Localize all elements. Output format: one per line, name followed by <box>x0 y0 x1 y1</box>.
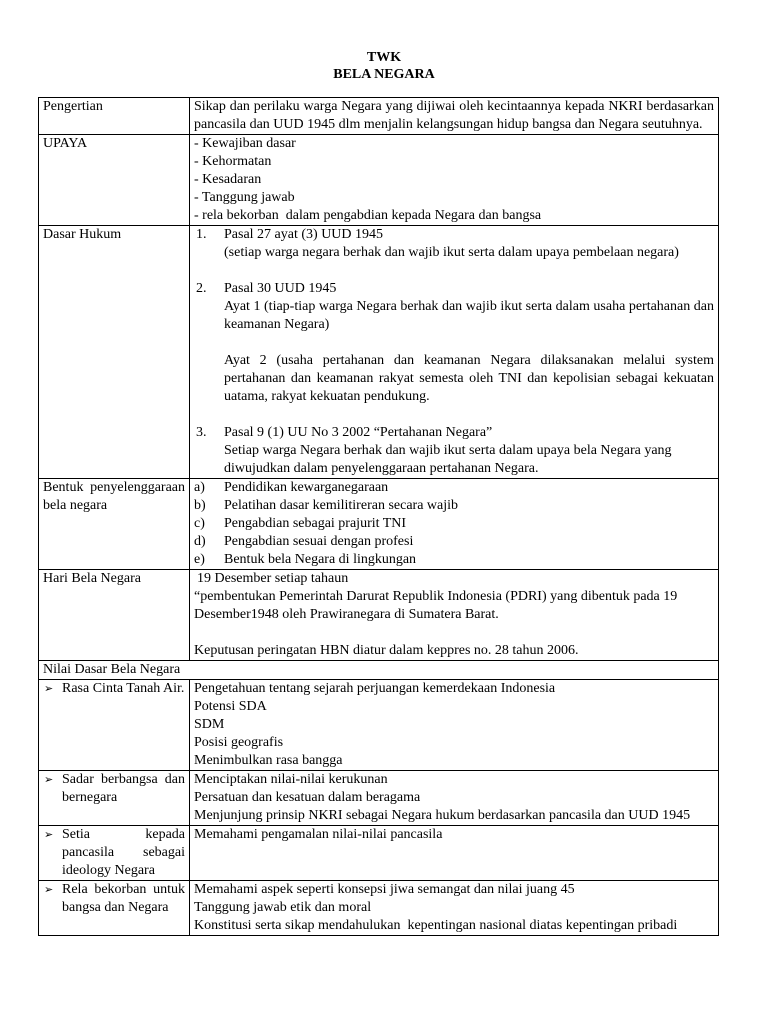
item-letter: e) <box>194 552 205 567</box>
row-nilai <box>39 771 719 826</box>
nilai-item: Potensi SDA <box>194 699 267 714</box>
item-title: Pasal 30 UUD 1945 <box>224 281 337 296</box>
nilai-item: Menciptakan nilai-nilai kerukunan <box>194 772 388 787</box>
dasar-item-2 <box>194 280 718 406</box>
label-hari: Hari Bela Negara <box>39 570 190 661</box>
item-number: 3. <box>196 425 207 440</box>
nilai-list <box>190 881 719 936</box>
nilai-item: SDM <box>194 717 225 732</box>
nilai-item: Memahami aspek seperti konsepsi jiwa semangat dan nilai juang 45 <box>194 882 575 897</box>
item-ayat-2: Ayat 2 (usaha pertahanan dan keamanan Negara dilaksanakan melalui system pertahanan dan keamanan rakyat semesta oleh TNI dan kepolisian sebagai kekuatan uatama, rakyat kekuatan pendukung. <box>224 353 718 404</box>
nilai-item: Konstitusi serta sikap mendahulukan kepentingan nasional diatas kepentingan pribadi <box>194 918 678 933</box>
row-bentuk <box>39 479 719 570</box>
bentuk-item <box>194 533 714 551</box>
row-nilai <box>39 881 719 936</box>
nilai-item: Pengetahuan tentang sejarah perjuangan kemerdekaan Indonesia <box>194 681 556 696</box>
nilai-item: Persatuan dan kesatuan dalam beragama <box>194 790 421 805</box>
item-text: Pengabdian sesuai dengan profesi <box>224 534 414 549</box>
item-ayat-1: Ayat 1 (tiap-tiap warga Negara berhak dan wajib ikut serta dalam usaha pertahanan dan keamanan Negara) <box>224 299 718 332</box>
hari-keputusan: Keputusan peringatan HBN diatur dalam keppres no. 28 tahun 2006. <box>194 643 579 658</box>
upaya-item: - Kehormatan <box>194 154 272 169</box>
arrow-bullet-icon: ➢ <box>44 883 54 896</box>
label-upaya: UPAYA <box>39 135 190 226</box>
nilai-list <box>190 771 719 826</box>
nilai-label: Setia kepada pancasila sebagai ideology Negara <box>62 827 185 878</box>
bentuk-item <box>194 497 714 515</box>
arrow-bullet-icon: ➢ <box>44 773 54 786</box>
item-text: Pelatihan dasar kemilitireran secara wajib <box>224 498 459 513</box>
dasar-item-3 <box>194 424 714 478</box>
bentuk-item <box>194 551 714 569</box>
list-upaya <box>190 135 719 226</box>
bentuk-item <box>194 515 714 533</box>
item-title: Pasal 9 (1) UU No 3 2002 “Pertahanan Negara” <box>224 425 493 440</box>
doc-subtitle: BELA NEGARA <box>333 67 435 82</box>
nilai-item: Memahami pengamalan nilai-nilai pancasila <box>194 827 443 842</box>
row-nilai-header <box>39 661 719 680</box>
item-number: 1. <box>196 227 207 242</box>
label-bentuk: Bentuk penyelenggaraan bela negara <box>39 479 190 570</box>
label-pengertian: Pengertian <box>39 98 190 135</box>
nilai-label: Rela bekorban untuk bangsa dan Negara <box>62 882 185 915</box>
item-letter: a) <box>194 480 205 495</box>
upaya-item: - Tanggung jawab <box>194 190 295 205</box>
item-title: Pasal 27 ayat (3) UUD 1945 <box>224 227 384 242</box>
row-nilai <box>39 826 719 881</box>
item-text: Setiap warga Negara berhak dan wajib ikut serta dalam upaya bela Negara yang diwujudkan dalam penyelenggaraan pertahanan Negara. <box>224 443 676 476</box>
upaya-item: - Kesadaran <box>194 172 262 187</box>
nilai-list <box>190 826 719 881</box>
item-text: Pendidikan kewarganegaraan <box>224 480 389 495</box>
arrow-bullet-icon: ➢ <box>44 682 54 695</box>
doc-title: TWK <box>366 50 402 65</box>
item-text: Pengabdian sebagai prajurit TNI <box>224 516 407 531</box>
bentuk-item <box>194 479 714 497</box>
nilai-item: Posisi geografis <box>194 735 284 750</box>
label-dasar-hukum: Dasar Hukum <box>39 226 190 479</box>
content-hari <box>190 570 719 661</box>
nilai-list <box>190 680 719 771</box>
row-nilai <box>39 680 719 771</box>
upaya-item: - Kewajiban dasar <box>194 136 296 151</box>
row-hari-bela-negara <box>39 570 719 661</box>
item-letter: d) <box>194 534 206 549</box>
nilai-header: Nilai Dasar Bela Negara <box>39 661 719 680</box>
item-letter: c) <box>194 516 205 531</box>
content-table <box>38 97 719 936</box>
upaya-item: - rela bekorban dalam pengabdian kepada Negara dan bangsa <box>194 208 542 223</box>
list-dasar-hukum <box>190 226 719 479</box>
nilai-label: Sadar berbangsa dan bernegara <box>62 772 185 805</box>
dasar-item-1 <box>194 226 714 262</box>
row-upaya <box>39 135 719 226</box>
list-bentuk <box>190 479 719 570</box>
row-dasar-hukum <box>39 226 719 479</box>
text-pengertian: Sikap dan perilaku warga Negara yang dijiwai oleh kecintaannya kepada NKRI berdasarkan pancasila dan UUD 1945 dlm menjalin kelangsungan hidup bangsa dan Negara seutuhnya. <box>190 98 719 135</box>
item-number: 2. <box>196 281 207 296</box>
hari-text: “pembentukan Pemerintah Darurat Republik Indonesia (PDRI) yang dibentuk pada 19 Desember1948 oleh Prawiranegara di Sumatera Barat. <box>194 589 681 622</box>
arrow-bullet-icon: ➢ <box>44 828 54 841</box>
nilai-label: Rasa Cinta Tanah Air. <box>62 681 185 696</box>
nilai-item: Tanggung jawab etik dan moral <box>194 900 372 915</box>
hari-date: 19 Desember setiap tahaun <box>197 571 349 586</box>
item-text: (setiap warga negara berhak dan wajib ikut serta dalam upaya pembelaan negara) <box>224 245 679 260</box>
nilai-item: Menjunjung prinsip NKRI sebagai Negara hukum berdasarkan pancasila dan UUD 1945 <box>194 808 691 823</box>
item-text: Bentuk bela Negara di lingkungan <box>224 552 417 567</box>
row-pengertian <box>39 98 719 135</box>
nilai-item: Menimbulkan rasa bangga <box>194 753 343 768</box>
item-letter: b) <box>194 498 206 513</box>
